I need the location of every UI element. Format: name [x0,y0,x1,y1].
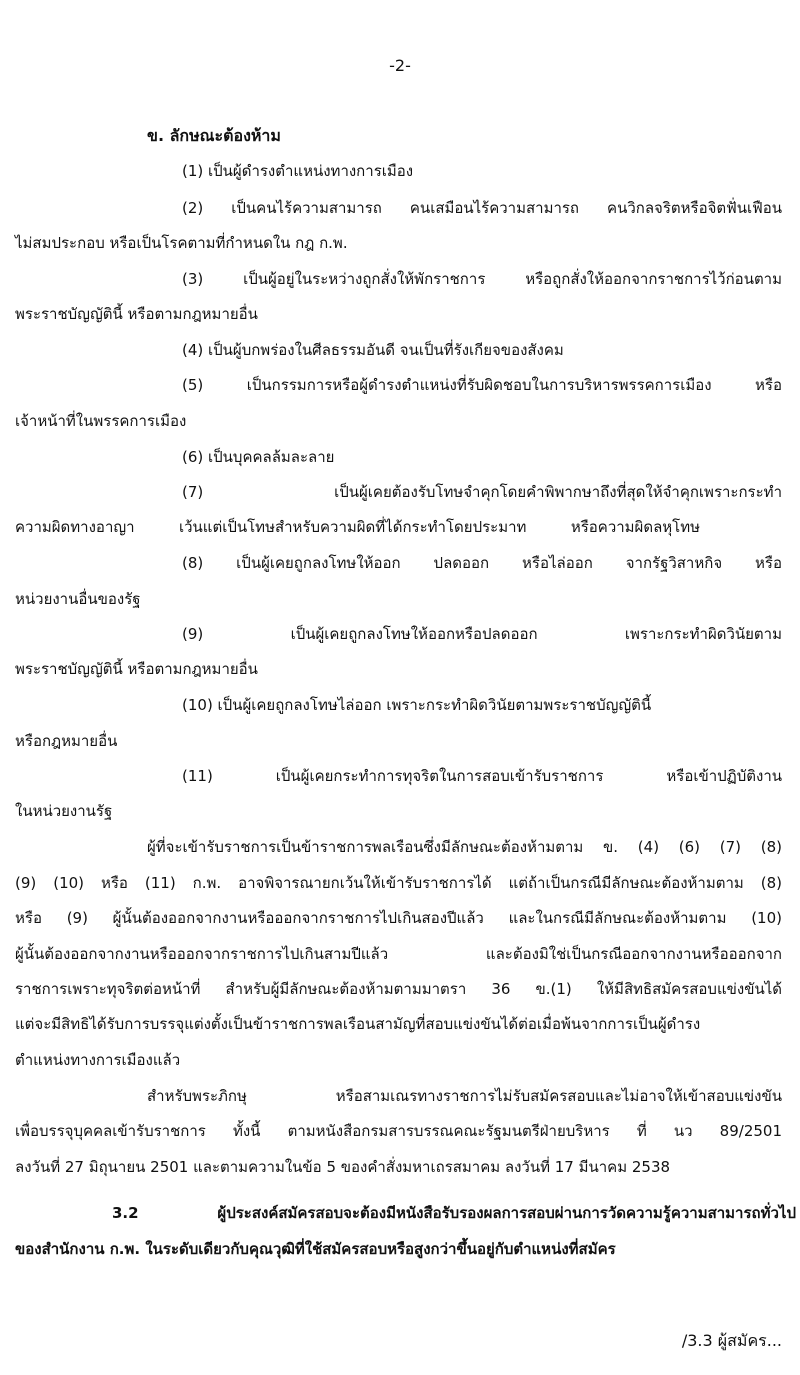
text-line: ราชการเพราะทุจริตต่อหน้าที่ สำหรับผู้มีลักษณะต้องห้ามตามมาตรา 36 ข.(1) ให้มีสิทธิสมัครสอบแข่งขันได้ [15,980,782,998]
section-heading: ข. ลักษณะต้องห้าม [147,126,281,145]
text-line: ผู้นั้นต้องออกจากงานหรือออกจากราชการไปเกินสามปีแล้ว และต้องมิใช่เป็นกรณีออกจากงานหรือออกจาก [15,945,782,963]
text-line: (11) เป็นผู้เคยกระทำการทุจริตในการสอบเข้ารับราชการ หรือเข้าปฏิบัติงาน [182,767,782,785]
text-line: (9) เป็นผู้เคยถูกลงโทษให้ออกหรือปลดออก เพราะกระทำผิดวินัยตาม [182,625,782,643]
continuation-note: /3.3 ผู้สมัคร... [681,1331,782,1350]
text-line: พระราชบัญญัตินี้ หรือตามกฎหมายอื่น [15,305,258,323]
text-line: ไม่สมประกอบ หรือเป็นโรคตามที่กำหนดใน กฎ ก.พ. [15,234,348,252]
text-line: หน่วยงานอื่นของรัฐ [15,590,141,608]
text-line: 3.2 ผู้ประสงค์สมัครสอบจะต้องมีหนังสือรับรองผลการสอบผ่านการวัดความรู้ความสามารถทั่วไป [112,1204,796,1222]
text-line: หรือ (9) ผู้นั้นต้องออกจากงานหรือออกจากราชการไปเกินสองปีแล้ว และในกรณีมีลักษณะต้องห้ามตาม (10) [15,909,782,927]
text-line: (8) เป็นผู้เคยถูกลงโทษให้ออก ปลดออก หรือไล่ออก จากรัฐวิสาหกิจ หรือ [182,554,782,572]
text-line: ผู้ที่จะเข้ารับราชการเป็นข้าราชการพลเรือนซึ่งมีลักษณะต้องห้ามตาม ข. (4) (6) (7) (8) [147,838,782,856]
text-line: (7) เป็นผู้เคยต้องรับโทษจำคุกโดยคำพิพากษาถึงที่สุดให้จำคุกเพราะกระทำ [182,483,782,501]
text-line: แต่จะมีสิทธิได้รับการบรรจุแต่งตั้งเป็นข้าราชการพลเรือนสามัญที่สอบแข่งขันได้ต่อเมื่อพ้นจากการเป็นผู้ดำรง [15,1015,701,1033]
text-line: ลงวันที่ 27 มิถุนายน 2501 และตามความในข้อ 5 ของคำสั่งมหาเถรสมาคม ลงวันที่ 17 มีนาคม 2538 [15,1158,671,1176]
text-line: (5) เป็นกรรมการหรือผู้ดำรงตำแหน่งที่รับผิดชอบในการบริหารพรรคการเมือง หรือ [182,376,782,394]
text-line: ของสำนักงาน ก.พ. ในระดับเดียวกับคุณวุฒิที่ใช้สมัครสอบหรือสูงกว่าขึ้นอยู่กับตำแหน่งที่สมัคร [15,1240,616,1258]
text-line: (1) เป็นผู้ดำรงตำแหน่งทางการเมือง [182,162,414,180]
text-line: (6) เป็นบุคคลล้มละลาย [182,448,335,466]
text-line: สำหรับพระภิกษุ หรือสามเณรทางราชการไม่รับสมัครสอบและไม่อาจให้เข้าสอบแข่งขัน [147,1087,782,1105]
text-line: ความผิดทางอาญา เว้นแต่เป็นโทษสำหรับความผิดที่ได้กระทำโดยประมาท หรือความผิดลหุโทษ [15,518,700,536]
text-line: พระราชบัญญัตินี้ หรือตามกฎหมายอื่น [15,660,258,678]
text-line: ในหน่วยงานรัฐ [15,802,113,820]
text-line: (9) (10) หรือ (11) ก.พ. อาจพิจารณายกเว้นให้เข้ารับราชการได้ แต่ถ้าเป็นกรณีมีลักษณะต้องห้ามตาม (8) [15,874,782,892]
text-line: หรือกฎหมายอื่น [15,732,118,750]
text-line: (10) เป็นผู้เคยถูกลงโทษไล่ออก เพราะกระทำผิดวินัยตามพระราชบัญญัตินี้ [182,696,652,714]
text-line: (2) เป็นคนไร้ความสามารถ คนเสมือนไร้ความสามารถ คนวิกลจริตหรือจิตฟั่นเฟือน [182,199,782,217]
text-line: (4) เป็นผู้บกพร่องในศีลธรรมอันดี จนเป็นที่รังเกียจของสังคม [182,341,564,359]
text-line: ตำแหน่งทางการเมืองแล้ว [15,1051,181,1069]
text-line: เจ้าหน้าที่ในพรรคการเมือง [15,412,187,430]
page-number: -2- [389,56,411,75]
text-line: (3) เป็นผู้อยู่ในระหว่างถูกสั่งให้พักราชการ หรือถูกสั่งให้ออกจากราชการไว้ก่อนตาม [182,270,782,288]
text-line: เพื่อบรรจุบุคคลเข้ารับราชการ ทั้งนี้ ตามหนังสือกรมสารบรรณคณะรัฐมนตรีฝ่ายบริหาร ที่ นว 89/2501 [15,1122,782,1140]
